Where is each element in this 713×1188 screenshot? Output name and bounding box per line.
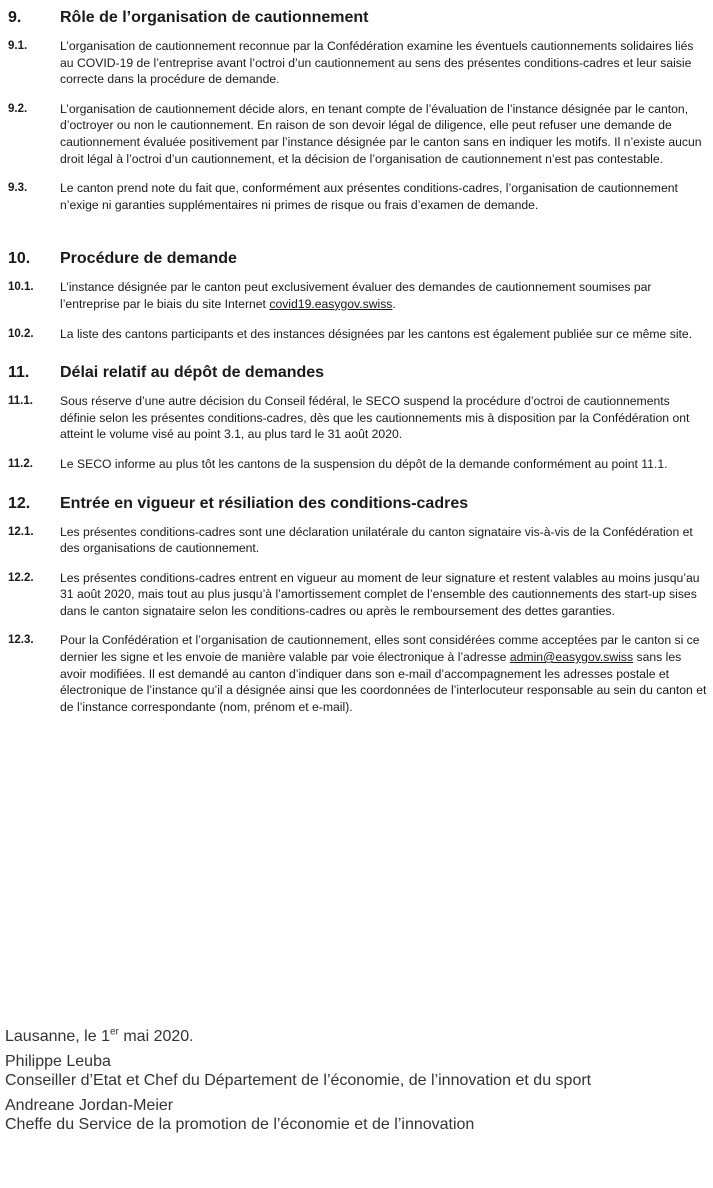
superscript: er bbox=[109, 1026, 119, 1038]
text-fragment: mai 2020. bbox=[118, 1028, 194, 1045]
paragraph-9-2 bbox=[8, 101, 708, 167]
paragraph-12-1 bbox=[8, 524, 708, 557]
paragraph-number: 11.2. bbox=[8, 457, 33, 470]
section-9 bbox=[8, 8, 708, 213]
email-link[interactable]: admin@easygov.swiss bbox=[509, 650, 634, 665]
text-fragment: Pour la Confédération et l’organisation de cautionnement, elles sont considérées comme acceptées par le canton si ce dernier les signe et les envoie de manière valable par voie électronique à l’adresse bbox=[60, 633, 700, 665]
section-number: 10. bbox=[8, 250, 31, 268]
paragraph-text: Sous réserve d’une autre décision du Conseil fédéral, le SECO suspend la procédure d’octroi de cautionnements définie selon les présentes conditions-cadres, dès que les cautionnements mis à disposition par la Confédération ont atteint le volume visé au point 3.1, au plus tard le 31 août 2020. bbox=[60, 394, 690, 442]
section-heading bbox=[8, 249, 708, 269]
paragraph-10-2 bbox=[8, 326, 708, 343]
paragraph-number: 11.1. bbox=[8, 395, 33, 408]
document-body bbox=[8, 8, 708, 728]
signer-role: Conseiller d’Etat et Chef du Département de l’économie, de l’innovation et du sport bbox=[5, 1072, 592, 1089]
paragraph-11-1 bbox=[8, 393, 708, 443]
signer-name: Philippe Leuba bbox=[5, 1053, 111, 1070]
signer-1 bbox=[5, 1052, 710, 1090]
paragraph-number: 12.1. bbox=[8, 525, 34, 538]
text-fragment: L’instance désignée par le canton peut exclusivement évaluer des demandes de cautionnement soumises par l’entreprise par le biais du site Internet bbox=[60, 280, 652, 311]
paragraph-9-3 bbox=[8, 180, 708, 213]
text-fragment: Lausanne, le 1 bbox=[5, 1028, 110, 1045]
signer-name: Andreane Jordan-Meier bbox=[5, 1097, 174, 1114]
website-link[interactable]: covid19.easygov.swiss bbox=[269, 296, 393, 311]
paragraph-12-3 bbox=[8, 632, 708, 715]
paragraph-text: Le canton prend note du fait que, conformément aux présentes conditions-cadres, l’organisation de cautionnement n’exige ni garanties supplémentaires ni primes de risque ou frais d’examen de demande. bbox=[60, 181, 678, 212]
paragraph-text: L’organisation de cautionnement reconnue par la Confédération examine les éventuels cautionnements solidaires liés au COVID-19 de l’entreprise avant l’octroi d’un cautionnement au sens des présentes conditions-cadres et leur saisie correcte dans la procédure de demande. bbox=[60, 39, 694, 87]
paragraph-text: Le SECO informe au plus tôt les cantons de la suspension du dépôt de la demande conformément au point 11.1. bbox=[60, 456, 668, 471]
paragraph-number: 9.3. bbox=[8, 182, 28, 195]
paragraph-11-2 bbox=[8, 456, 708, 473]
text-fragment: sans les avoir modifiées. Il est demandé au canton d’indiquer dans son e-mail d’accompagnement les adresses postale et électronique de l’instance qu’il a désignée ainsi que les coordonnées de l’interlocuteur responsable au sein du canton et de l’instance correspondante (nom, prénom et e-mail). bbox=[60, 650, 707, 714]
paragraph-text: Les présentes conditions-cadres entrent en vigueur au moment de leur signature et restent valables au moins jusqu’au 31 août 2020, mais tout au plus jusqu’à l’amortissement complet de l’ensemble des cautionnements des start-up sises dans le canton signataire selon les conditions-cadres ou après le remboursement des dettes garanties. bbox=[60, 570, 700, 618]
section-heading bbox=[8, 363, 708, 383]
paragraph-9-1 bbox=[8, 38, 708, 88]
section-title: Entrée en vigueur et résiliation des conditions-cadres bbox=[60, 494, 469, 512]
paragraph-number: 12.3. bbox=[8, 634, 34, 647]
signature-block bbox=[5, 1027, 710, 1140]
text-fragment: . bbox=[392, 296, 396, 311]
section-number: 12. bbox=[8, 494, 31, 512]
section-12 bbox=[8, 494, 708, 716]
section-number: 11. bbox=[8, 364, 30, 382]
place-date bbox=[5, 1027, 710, 1046]
section-11 bbox=[8, 363, 708, 472]
section-10 bbox=[8, 249, 708, 342]
paragraph-number: 9.1. bbox=[8, 40, 28, 52]
section-title: Procédure de demande bbox=[60, 250, 237, 268]
paragraph-12-2 bbox=[8, 570, 708, 620]
signer-role: Cheffe du Service de la promotion de l’économie et de l’innovation bbox=[5, 1116, 475, 1133]
paragraph-text: Les présentes conditions-cadres sont une déclaration unilatérale du canton signataire vis-à-vis de la Confédération et des organisations de cautionnement. bbox=[60, 524, 693, 556]
paragraph-text bbox=[60, 632, 708, 715]
paragraph-number: 9.2. bbox=[8, 102, 28, 115]
paragraph-text: L’organisation de cautionnement décide alors, en tenant compte de l’évaluation de l’instance désignée par le canton, d’octroyer ou non le cautionnement. En raison de son devoir légal de diligence, elle peut refuser une demande de cautionnement évaluée positivement par l’instance désignée par le canton sans en indiquer les motifs. Il n’existe aucun droit légal à l’octroi d’un cautionnement, et la décision de l’organisation de cautionnement n’est pas contestable. bbox=[60, 101, 702, 166]
paragraph-number: 10.1. bbox=[8, 281, 34, 294]
section-number: 9. bbox=[8, 9, 22, 26]
section-heading bbox=[8, 494, 708, 514]
paragraph-number: 12.2. bbox=[8, 571, 34, 584]
paragraph-number: 10.2. bbox=[8, 327, 34, 340]
paragraph-10-1 bbox=[8, 279, 708, 312]
paragraph-text bbox=[60, 279, 708, 312]
paragraph-text: La liste des cantons participants et des instances désignées par les cantons est également publiée sur ce même site. bbox=[60, 326, 693, 341]
signer-2 bbox=[5, 1096, 710, 1134]
section-title: Délai relatif au dépôt de demandes bbox=[60, 364, 325, 382]
section-title: Rôle de l’organisation de cautionnement bbox=[60, 9, 369, 26]
section-heading bbox=[8, 8, 708, 28]
